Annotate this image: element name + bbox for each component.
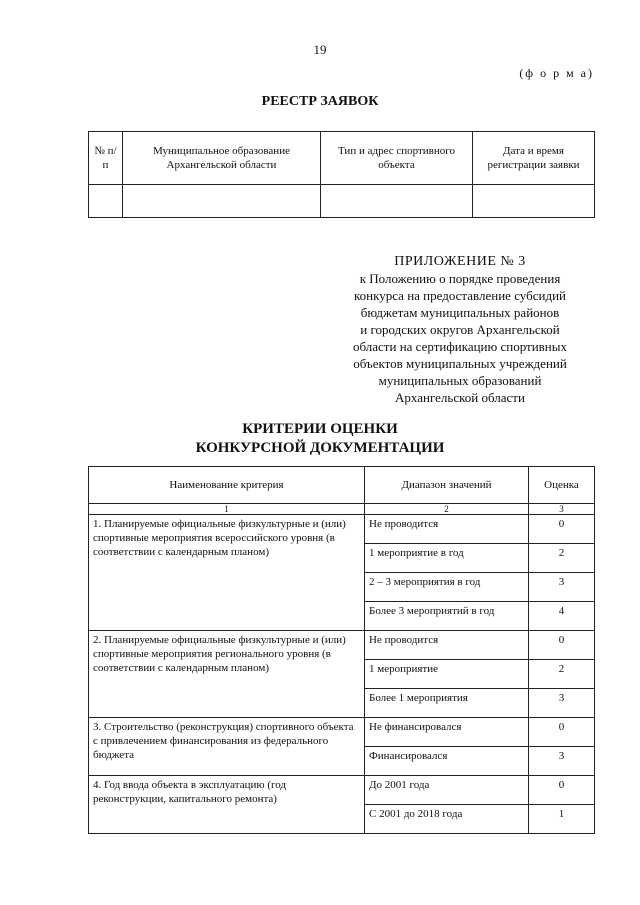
registry-cell	[321, 185, 473, 218]
criteria-row	[89, 718, 595, 747]
registry-cell	[473, 185, 595, 218]
criterion-range: Не проводится	[365, 631, 529, 660]
appendix-title: ПРИЛОЖЕНИЕ № 3	[394, 254, 526, 269]
appendix-line: объектов муниципальных учреждений	[353, 356, 567, 371]
page-number: 19	[313, 42, 327, 57]
criterion-range: Не финансировался	[365, 718, 529, 747]
criterion-name: 3. Строительство (реконструкция) спортивного объекта с привлечением финансирования из федерального бюджета	[89, 718, 365, 776]
criterion-score: 0	[529, 515, 595, 544]
criterion-score: 1	[529, 805, 595, 834]
criteria-header-row	[89, 467, 595, 504]
criterion-score: 2	[529, 660, 595, 689]
criterion-range: 1 мероприятие в год	[365, 544, 529, 573]
criterion-score: 3	[529, 573, 595, 602]
criterion-range: Более 1 мероприятия	[365, 689, 529, 718]
appendix-block	[300, 253, 620, 406]
criterion-range: С 2001 до 2018 года	[365, 805, 529, 834]
criteria-title-line: КРИТЕРИИ ОЦЕНКИ	[242, 421, 398, 437]
appendix-line: конкурса на предоставление субсидий	[354, 288, 566, 303]
appendix-line: бюджетам муниципальных районов	[360, 305, 560, 320]
registry-empty-row	[89, 185, 595, 218]
criterion-range: Более 3 мероприятий в год	[365, 602, 529, 631]
form-label: (ф о р м а)	[519, 66, 594, 80]
criterion-range: 1 мероприятие	[365, 660, 529, 689]
registry-cell	[123, 185, 321, 218]
registry-col-object: Тип и адрес спортивного объекта	[321, 132, 473, 185]
criterion-score: 0	[529, 718, 595, 747]
registry-col-number: № п/п	[89, 132, 123, 185]
criteria-row	[89, 776, 595, 805]
criteria-row	[89, 515, 595, 544]
criterion-score: 3	[529, 689, 595, 718]
criteria-title	[0, 420, 640, 458]
criteria-col-score: Оценка	[529, 467, 595, 504]
criterion-score: 3	[529, 747, 595, 776]
criteria-table	[88, 466, 595, 834]
criterion-name: 1. Планируемые официальные физкультурные и (или) спортивные мероприятия всероссийского уровня (в соответствии с календарным планом)	[89, 515, 365, 631]
criterion-score: 2	[529, 544, 595, 573]
appendix-line: муниципальных образований	[378, 373, 542, 388]
criteria-row	[89, 631, 595, 660]
criterion-score: 0	[529, 776, 595, 805]
criterion-range: 2 – 3 мероприятия в год	[365, 573, 529, 602]
criterion-name: 2. Планируемые официальные физкультурные и (или) спортивные мероприятия регионального уровня (в соответствии с календарным планом)	[89, 631, 365, 718]
criterion-range: Не проводится	[365, 515, 529, 544]
criterion-score: 0	[529, 631, 595, 660]
appendix-line: области на сертификацию спортивных	[352, 339, 568, 354]
registry-col-municipality: Муниципальное образование Архангельской области	[123, 132, 321, 185]
appendix-line: Архангельской области	[395, 390, 525, 405]
registry-table	[88, 131, 595, 218]
criterion-name: 4. Год ввода объекта в эксплуатацию (год реконструкции, капитального ремонта)	[89, 776, 365, 834]
criteria-col-number: 1	[89, 504, 365, 515]
criterion-range: До 2001 года	[365, 776, 529, 805]
criteria-col-number: 3	[529, 504, 595, 515]
criteria-col-number: 2	[365, 504, 529, 515]
criteria-col-range: Диапазон значений	[365, 467, 529, 504]
criteria-title-line: КОНКУРСНОЙ ДОКУМЕНТАЦИИ	[195, 440, 445, 456]
registry-cell	[89, 185, 123, 218]
appendix-line: к Положению о порядке проведения	[359, 271, 561, 286]
registry-header-row	[89, 132, 595, 185]
criteria-number-row	[89, 504, 595, 515]
registry-col-datetime: Дата и время регистрации заявки	[473, 132, 595, 185]
appendix-line: и городских округов Архангельской	[360, 322, 560, 337]
criterion-range: Финансировался	[365, 747, 529, 776]
criterion-score: 4	[529, 602, 595, 631]
registry-title: РЕЕСТР ЗАЯВОК	[261, 94, 379, 109]
criteria-col-name: Наименование критерия	[89, 467, 365, 504]
